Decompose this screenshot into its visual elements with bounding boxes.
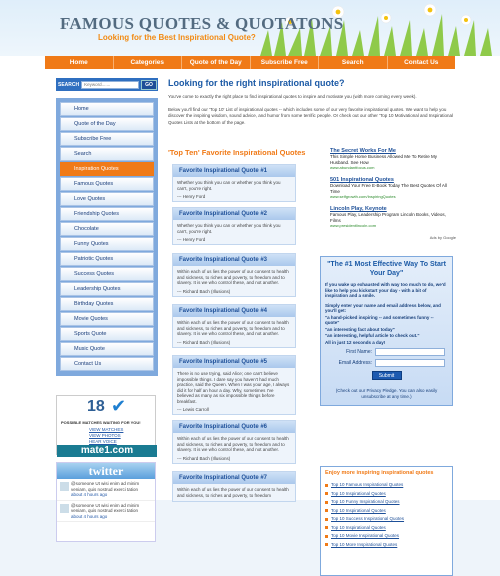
more-quotes-box xyxy=(320,466,453,576)
sidebar-item-friendship-quotes[interactable]: Friendship Quotes xyxy=(60,207,154,221)
ad-title[interactable]: 501 Inspirational Quotes xyxy=(330,177,394,183)
quote-card-4 xyxy=(172,304,296,348)
tweet-text: @someone Ut wisi enim ad minim veniam, quis nostrud exerci tation xyxy=(71,481,140,492)
intro-paragraph-2: Below you'll find our 'Top 10' List of inspirational quotes -- which includes some of our very favorite inspirational quotes. We want to help you discover the inspiring wisdom, sound advice, and humor from some terrific people. Or check out our other 'Top 10 Motivational and Inspirational Quotes Lists at the bottom of the page. xyxy=(168,106,454,125)
quote-text: There is no use trying, said Alice; one can't believe impossible things. I dare say you haven't had much practice, said the Queen. When I was your age, I always did it for half an hour a day. Why, sometimes I've believed as many as six impossible things before breakfast. xyxy=(177,371,290,404)
nav-quote-of-the-day[interactable]: Quote of the Day xyxy=(182,56,251,69)
search-input[interactable] xyxy=(81,81,139,89)
quote-text: Whether you think you can or whether you think you can't, you're right. xyxy=(177,223,281,234)
search-label: SEARCH xyxy=(58,81,80,88)
quote-text: Within each of us lies the power of our consent to health and sickness, to riches and poverty, to freedom and to slavery. It is we who control these, and not another. xyxy=(177,436,289,452)
quote-title[interactable]: Favorite Inspirational Quote #6 xyxy=(173,421,295,433)
optin-title: "The #1 Most Effective Way To Start Your Day" xyxy=(327,261,446,277)
tweet xyxy=(57,501,155,523)
more-quotes-link[interactable]: Top 10 More Inspirational Quotes xyxy=(325,541,448,550)
dating-ad[interactable] xyxy=(56,395,156,455)
google-ads xyxy=(330,148,456,240)
ad-url[interactable]: www.abundantfocus.com xyxy=(330,165,375,170)
search-go-button[interactable]: GO xyxy=(141,80,157,90)
twitter-widget xyxy=(56,462,156,542)
tweet xyxy=(57,479,155,501)
site-tagline: Looking for the Best Inspirational Quote? xyxy=(98,33,256,42)
sidebar-menu xyxy=(56,98,158,376)
ad-description: Download Your Free E-Book Today The Best Quotes Of All Time xyxy=(330,183,447,194)
sidebar-item-home[interactable]: Home xyxy=(60,102,154,116)
top-ten-heading: 'Top Ten' Favorite Inspirational Quotes xyxy=(168,148,306,157)
intro-paragraph-1: You've come to exactly the right place to find inspirational quotes to inspire and motivate you (with more coming every week). xyxy=(168,94,417,99)
quote-author: --- Richard Bach (Illusions) xyxy=(177,339,231,345)
sidebar-item-music-quote[interactable]: Music Quote xyxy=(60,342,154,356)
more-quotes-list xyxy=(325,481,448,549)
nav-subscribe-free[interactable]: Subscribe Free xyxy=(251,56,320,69)
nav-contact-us[interactable]: Contact Us xyxy=(404,59,439,66)
ads-by-google[interactable]: Ads by Google xyxy=(429,235,456,240)
sidebar-item-quote-of-the-day[interactable]: Quote of the Day xyxy=(60,117,154,131)
first-name-field[interactable] xyxy=(375,348,445,356)
text-ad[interactable] xyxy=(330,177,456,199)
sidebar xyxy=(56,78,158,542)
sidebar-item-leadership-quotes[interactable]: Leadership Quotes xyxy=(60,282,154,296)
ad-title[interactable]: Lincoln Play, Keynote xyxy=(330,206,387,212)
text-ad[interactable] xyxy=(330,148,456,170)
nav-home[interactable]: Home xyxy=(45,56,114,69)
more-quotes-link[interactable]: Top 10 Funny Inspirational Quotes xyxy=(325,498,448,507)
optin-text: All in just 12 seconds a day! xyxy=(325,339,386,345)
cursor-arrow-icon xyxy=(123,166,126,170)
quote-card-5 xyxy=(172,355,296,415)
twitter-logo[interactable]: twitter xyxy=(57,463,155,479)
optin-text: "an interesting, helpful article to check out." xyxy=(325,333,420,338)
email-field[interactable] xyxy=(375,359,445,367)
view-photos-link[interactable]: VIEW PHOTOS xyxy=(89,433,121,438)
mate1-logo[interactable]: mate1.com xyxy=(57,445,157,457)
sidebar-item-chocolate[interactable]: Chocolate xyxy=(60,222,154,236)
quote-title[interactable]: Favorite Inspirational Quote #3 xyxy=(173,254,295,266)
sidebar-item-patriotic-quotes[interactable]: Patriotic Quotes xyxy=(60,252,154,266)
hear-voice-link[interactable]: HEAR VOICE xyxy=(89,439,117,444)
newsletter-optin-box xyxy=(320,256,453,406)
quote-card-6 xyxy=(172,420,296,464)
more-quotes-link[interactable]: Top 10 Famous Inspirational Quotes xyxy=(325,481,448,490)
quote-card-7 xyxy=(172,471,296,502)
optin-text: Simply enter your name and email address below, and you'll get: xyxy=(325,302,441,313)
main-content xyxy=(168,78,458,547)
page-title: Looking for the right inspirational quote? xyxy=(168,78,345,88)
nav-search[interactable]: Search xyxy=(319,56,388,69)
quote-title[interactable]: Favorite Inspirational Quote #2 xyxy=(173,208,295,220)
quote-author: --- Lewis Carroll xyxy=(177,407,209,412)
sidebar-item-success-quotes[interactable]: Success Quotes xyxy=(60,267,154,281)
search-box xyxy=(56,78,158,91)
more-quotes-link[interactable]: Top 10 Inspirational Quotes xyxy=(325,524,448,533)
more-quotes-link[interactable]: Top 10 Movie Inspirational Quotes xyxy=(325,532,448,541)
sidebar-item-subscribe-free[interactable]: Subscribe Free xyxy=(60,132,154,146)
quote-card-2 xyxy=(172,207,296,245)
submit-button[interactable]: Submit xyxy=(372,371,402,380)
ad-description: This Simple Home Business Allowed Me To Retire My Husband. See How xyxy=(330,154,437,165)
sidebar-item-famous-quotes[interactable]: Famous Quotes xyxy=(60,177,154,191)
optin-text: "an interesting fact about today" xyxy=(325,326,395,332)
sidebar-item-sports-quote[interactable]: Sports Quote xyxy=(60,327,154,341)
ad-number: 18 xyxy=(87,398,105,415)
more-quotes-link[interactable]: Top 10 Success Inspirational Quotes xyxy=(325,515,448,524)
quote-title[interactable]: Favorite Inspirational Quote #1 xyxy=(173,165,295,177)
ad-headline: POSSIBLE MATCHES WAITING FOR YOU! xyxy=(61,420,141,425)
optin-text: "a hand-picked inspiring -- and sometimes funny -- quote" xyxy=(325,314,434,325)
quote-author: --- Richard Bach (Illusions) xyxy=(177,455,231,461)
more-quotes-link[interactable]: Top 10 Inspirational Quotes xyxy=(325,507,448,516)
tweet-text: @someone Ut wisi enim ad minim veniam, quis nostrud exerci tation xyxy=(71,502,140,513)
ad-url[interactable]: www.selfgrowth.com/InspiringQuotes xyxy=(330,194,396,199)
ad-url[interactable]: www.presidentlincoln.com xyxy=(330,223,377,228)
text-ad[interactable] xyxy=(330,206,456,228)
quote-title[interactable]: Favorite Inspirational Quote #4 xyxy=(173,305,295,317)
nav-categories[interactable]: Categories xyxy=(114,56,183,69)
quote-title[interactable]: Favorite Inspirational Quote #5 xyxy=(173,356,295,368)
quote-text: Within each of us lies the power of our consent to health and sickness, to riches and poverty, to freedom xyxy=(177,487,289,498)
tweet-time[interactable]: about 4 hours ago xyxy=(71,492,108,497)
ad-title[interactable]: The Secret Works For Me xyxy=(330,148,396,154)
email-label: Email Address: xyxy=(338,360,372,366)
privacy-note[interactable]: (Check out our Privacy Pledge. You can also easily unsubscribe at any time.) xyxy=(335,388,438,399)
more-quotes-title: Enjoy more inspiring inspirational quotes xyxy=(325,470,434,476)
first-name-row xyxy=(325,348,448,356)
ad-description: Famous Play, Leadership Program Lincoln Books, Videos, Films xyxy=(330,212,446,223)
main-nav xyxy=(45,56,455,69)
quote-author: --- Richard Bach (Illusions) xyxy=(177,288,231,294)
sidebar-item-movie-quotes[interactable]: Movie Quotes xyxy=(60,312,154,326)
sidebar-item-love-quotes[interactable]: Love Quotes xyxy=(60,192,154,206)
quote-author: --- Henry Ford xyxy=(177,237,206,242)
checkmark-icon: ✔ xyxy=(111,396,127,416)
view-matches-link[interactable]: VIEW MATCHES xyxy=(89,427,124,432)
quote-card-3 xyxy=(172,253,296,297)
site-title[interactable]: FAMOUS QUOTES & QUOTATONS xyxy=(60,14,344,33)
quote-text: Within each of us lies the power of our consent to health and sickness, to riches and poverty, to freedom and to slavery. It is we who control these, and not another. xyxy=(177,320,289,336)
sidebar-item-birthday-quotes[interactable]: Birthday Quotes xyxy=(60,297,154,311)
sidebar-item-funny-quotes[interactable]: Funny Quotes xyxy=(60,237,154,251)
sidebar-item-inspiration-quotes[interactable]: Inspiration Quotes xyxy=(60,162,154,176)
header xyxy=(0,0,500,56)
first-name-label: First Name: xyxy=(346,349,372,355)
quote-title[interactable]: Favorite Inspirational Quote #7 xyxy=(173,472,295,484)
quote-text: Within each of us lies the power of our consent to health and sickness, to riches and poverty, to freedom and to slavery. It is we who control these, and not another. xyxy=(177,269,289,285)
more-quotes-link[interactable]: Top 10 Inspirational Quotes xyxy=(325,490,448,499)
quote-text: Whether you think you can or whether you think you can't, you're right. xyxy=(177,180,281,191)
optin-text: If you wake up exhausted with way too much to do, we'd like to help you kickstart your day - with a bit of inspiration and a smile. xyxy=(325,282,446,298)
quote-author: --- Henry Ford xyxy=(177,194,206,199)
quote-card-1 xyxy=(172,164,296,202)
sidebar-item-contact-us[interactable]: Contact Us xyxy=(60,357,154,371)
tweet-time[interactable]: about 4 hours ago xyxy=(71,513,108,519)
sidebar-item-search[interactable]: Search xyxy=(60,147,154,161)
email-row xyxy=(325,359,448,367)
